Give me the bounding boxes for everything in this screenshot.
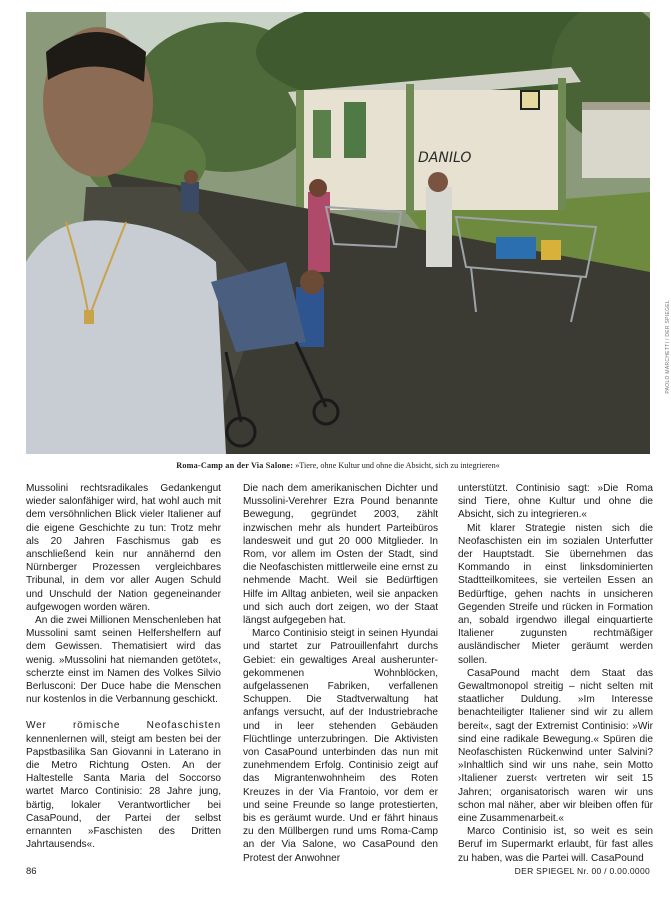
article-photo: [26, 12, 650, 454]
section-lead-text: kennenlernen will, steigt am besten bei der Papstbasilika San Giovanni in Laterano in die Metro Richtung Osten. An der Haltestelle Santa Maria del Soccorso wartet Marco Continisio: 28 Jahre jung, bärtig, lokaler Verantwortlicher bei CasaPound, der Partei der selbst ernannten »Faschisten des Dritten Jahrtausends«.: [26, 733, 221, 851]
paragraph: unterstützt. Continisio sagt: »Die Roma sind Tiere, ohne Kultur und ohne die Absicht, sich zu integrieren.«: [458, 483, 653, 521]
issue-number: Nr. 00 / 0.00.0000: [577, 866, 650, 876]
paragraph: An die zwei Millionen Menschenleben hat Mussolini samt seinen Helfershelfern auf dem Gewissen. Thematisiert wird das wenig. »Mussolini hat niemanden getötet«, scherzte einst im Namen des Volkes Silvio Berlusconi: Der Duce habe die Menschen nur kostenlos in die Verbannung geschickt.: [26, 615, 221, 706]
magazine-name: DER SPIEGEL: [514, 866, 575, 876]
paragraph: CasaPound macht dem Staat das Gewaltmonopol streitig – nicht selten mit staatlicher Duldung. »Im Interesse benachteiligter Italiener sind wir zu allem bereit«, sagt der Extremist Continisio: »Wir sind eine radikale Bewegung.« Spüren die Neofaschisten Rückenwind unter Salvini? »Inhaltlich sind wir uns nahe, sein Motto ›Italiener zuerst‹ vertreten wir seit 15 Jahren; organisatorisch waren wir uns schon mal näher, aber wir bleiben offen für eine Zusammenarbeit.«: [458, 667, 653, 825]
caption-quote: »Tiere, ohne Kultur und ohne die Absicht, sich zu integrieren«: [295, 461, 500, 470]
photo-credit: PAOLO MARCHETTI / DER SPIEGEL: [665, 300, 671, 394]
paragraph: Marco Continisio steigt in seinen Hyundai und startet zur Patrouillenfahrt durchs Gebiet: ein gewaltiges Areal ausheruntergekommenen Wohnblöcken, aufgelassenen Fabriken, verfallenen Schuppen. Die Stadtverwaltung hat anfangs versucht, auf der Industriebrache und in leer stehenden Gebäuden Flüchtlinge unterzubringen. Die Aktivisten von CasaPound unterbinden das nun mit zunehmendem Erfolg. Continisio zeigt auf das Migrantenwohnheim des Roten Kreuzes in der Via Frantoio, vor dem er und seine Freunde so lange protestierten, bis es geräumt wurde. Und er fährt hinaus zu den Müllbergen rund ums Roma-Camp an der Via Salone, wo CasaPound den Protest der Anwohner: [243, 628, 438, 864]
article-column-3: [458, 482, 653, 865]
paragraph: Marco Continisio ist, so weit es sein Beruf im Supermarkt erlaubt, für fast alles zu haben, was die Partei will. CasaPound: [458, 826, 653, 864]
footer-magazine: [515, 866, 650, 876]
section-lead-paragraph: [26, 719, 221, 851]
article-column-1: [26, 482, 221, 851]
graffiti-text: DANILO: [418, 150, 472, 166]
page-number: 86: [26, 866, 37, 877]
paragraph: Mit klarer Strategie nisten sich die Neofaschisten ein im sozialen Unterfutter der Hauptstadt. Sie übernehmen das Kommando in einst linksdominierten Stadtteilkomitees, sie verteilen Essen an Bedürftige, gehen nachts in unsicheren Gegenden Streife und rücken in Formation an, sobald irgendwo illegal einquartierte Italiener zugunsten rechtmäßiger ausländischer Mieter geräumt werden sollen.: [458, 522, 653, 666]
paragraph: Mussolini rechtsradikales Gedankengut wieder salonfähiger wird, hat wohl auch mit dem versöhnlichen Blick vieler Italiener auf die eigene Geschichte zu tun: Trotz mehr als 20 Jahren Faschismus gab es anschließend kein nur annähernd den Nürnberger Prozessen vergleichbares Tribunal, in dem vor aller Augen Schuld und Unschuld der Nation gegeneinander aufgewogen worden wären.: [26, 483, 221, 613]
section-lead-spaced: Wer römische Neofaschisten: [26, 720, 221, 732]
article-column-2: [243, 482, 438, 865]
photo-caption: [26, 461, 650, 470]
paragraph: Die nach dem amerikanischen Dichter und Mussolini-Verehrer Ezra Pound benannte Bewegung, gegründet 2003, zählt inzwischen mehr als hundert Parteibüros landesweit und gut 20 000 Mitglieder. In Rom, vor allem im Osten der Stadt, sind die Neofaschisten mittlerweile eine ernst zu nehmende Macht. Weil sie Bedürftigen Hilfe im Alltag anbieten, weil sie anpacken und sich auch dort zeigen, wo der Staat längst aufgegeben hat.: [243, 483, 438, 627]
caption-place: Roma-Camp an der Via Salone:: [176, 461, 294, 470]
roma-camp-photo: [26, 12, 650, 454]
